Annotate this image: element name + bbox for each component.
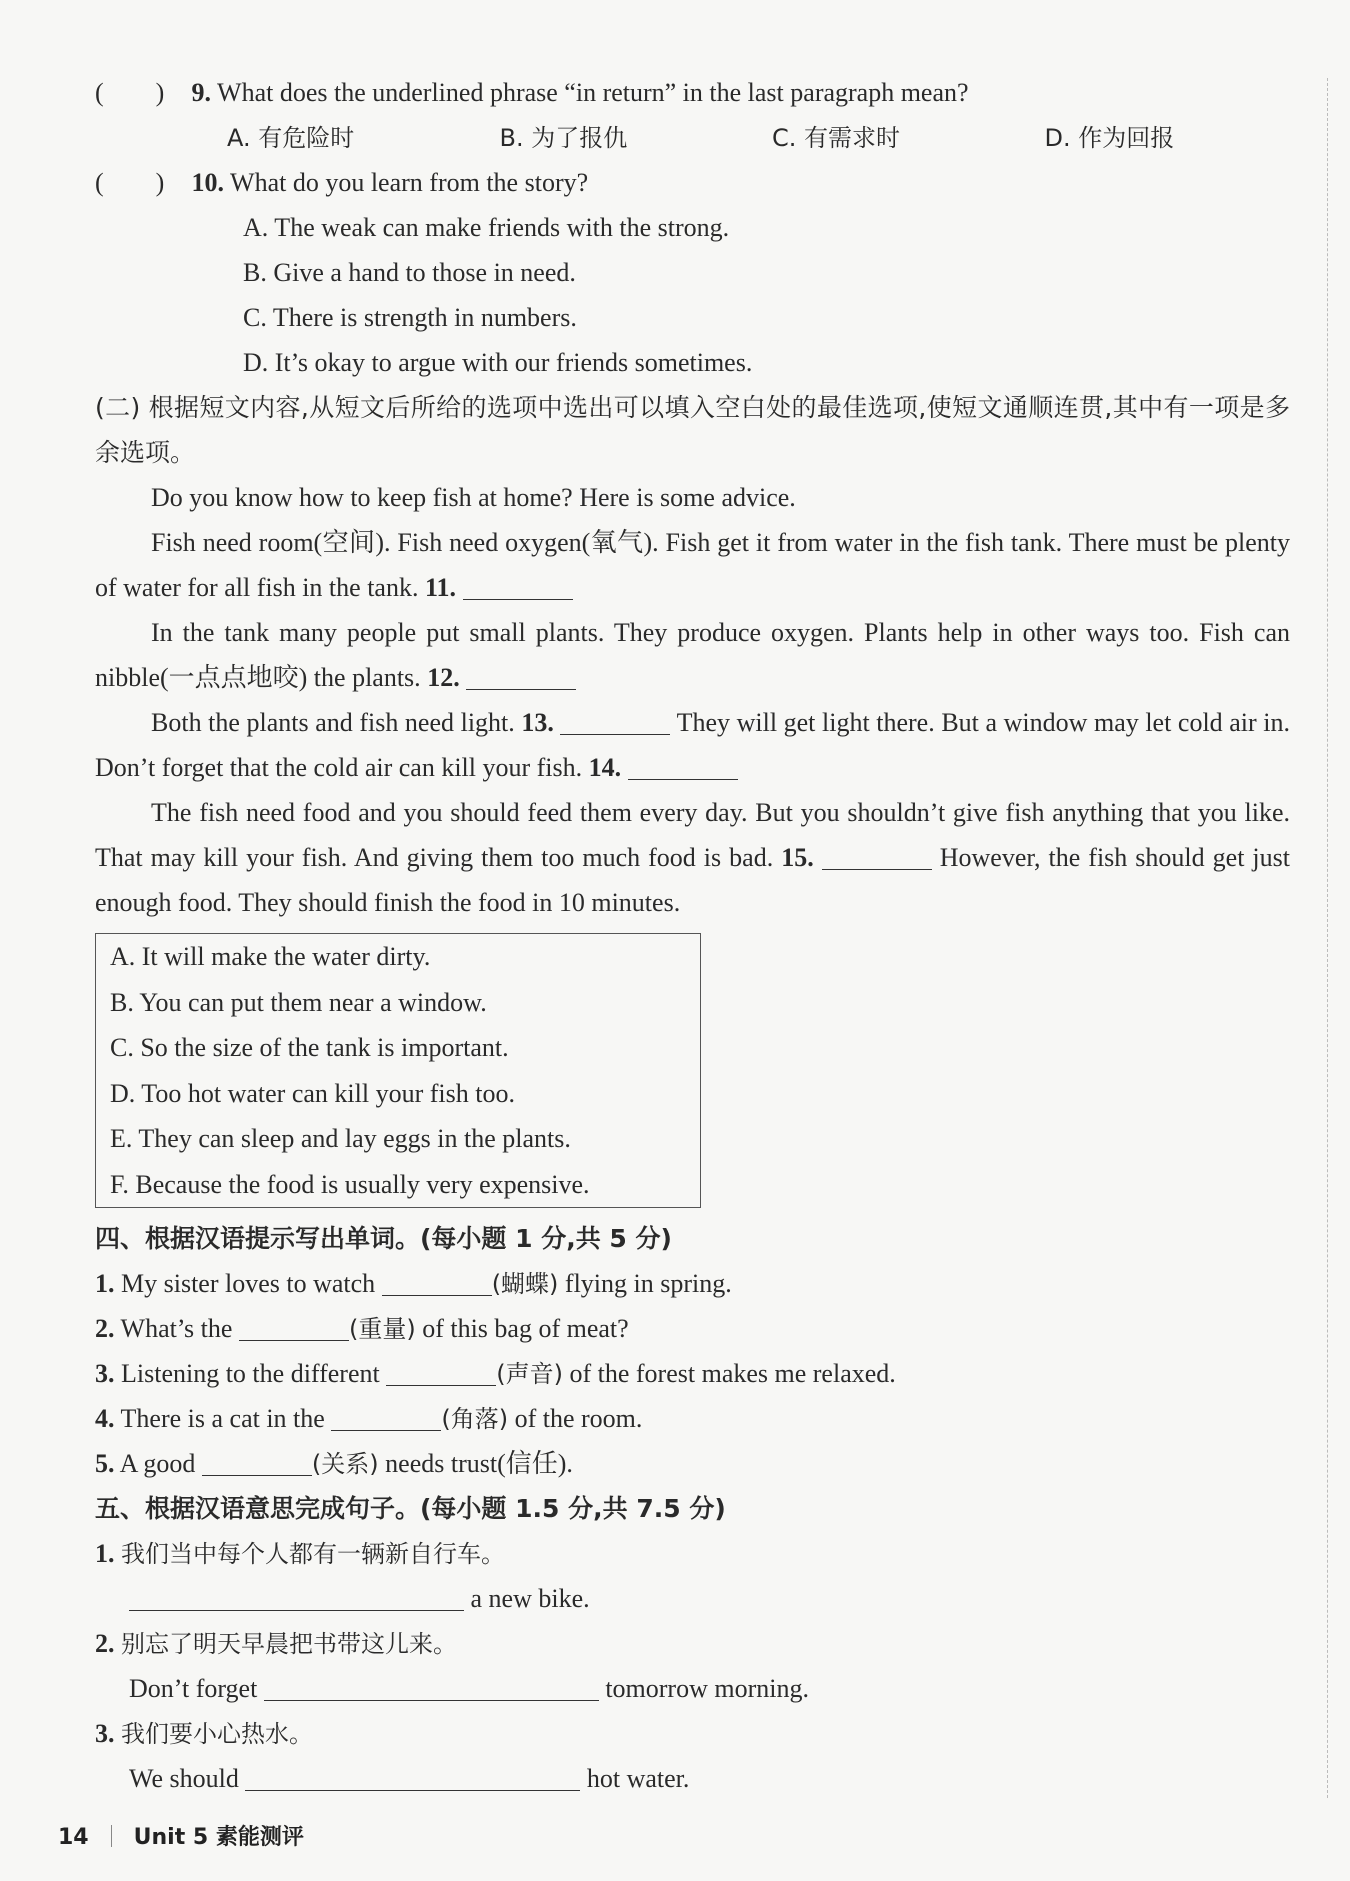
paragraph-text: In the tank many people put small plants. They produce oxygen. Plants help in other ways too. Fish can nibble(一点点地咬) the plants. [95, 618, 1290, 692]
option-a: A. The weak can make friends with the strong. [243, 213, 730, 242]
word-blank[interactable] [386, 1355, 496, 1386]
word-blank[interactable] [202, 1445, 312, 1476]
option-c: C. 有需求时 [772, 124, 901, 152]
page-number: 14 [58, 1825, 89, 1850]
chinese-hint: (角落) [441, 1405, 509, 1433]
question-text: What does the underlined phrase “in return” in the last paragraph mean? [217, 78, 969, 107]
passage-paragraph-2 [95, 520, 1290, 610]
passage-paragraph-1: Do you know how to keep fish at home? Here is some advice. [151, 483, 796, 512]
blank-number: 14. [588, 753, 622, 782]
section-5-item-2-answer [95, 1666, 1295, 1711]
item-after: flying in spring. [564, 1269, 732, 1298]
margin-rule [1327, 78, 1328, 1798]
answer-blank-13[interactable] [560, 704, 670, 735]
box-option-f: F. Because the food is usually very expensive. [110, 1169, 590, 1199]
box-option-d: D. Too hot water can kill your fish too. [110, 1078, 515, 1108]
chinese-hint: (蝴蝶) [491, 1270, 559, 1298]
chinese-hint: (声音) [496, 1360, 563, 1388]
question-number: 10. [191, 168, 224, 197]
option-c: C. There is strength in numbers. [243, 303, 577, 332]
question-number: 9. [191, 78, 211, 107]
section-5-heading: 五、根据汉语意思完成句子。(每小题 1.5 分,共 7.5 分) [95, 1494, 726, 1523]
paragraph-text: They will get light there. But a window may let cold air in. Don’t forget that the cold air can kill your fish. [95, 708, 1290, 782]
question-9-options [95, 115, 1295, 160]
item-number: 3. [95, 1359, 115, 1388]
item-after: of the forest makes me relaxed. [569, 1359, 896, 1388]
blank-number: 12. [427, 663, 460, 692]
option-b: B. Give a hand to those in need. [243, 258, 576, 287]
section-5-item-3-answer [95, 1756, 1295, 1801]
footer-divider [111, 1825, 112, 1847]
paragraph-text: Both the plants and fish need light. [151, 708, 515, 737]
section-4-heading: 四、根据汉语提示写出单词。(每小题 1 分,共 5 分) [95, 1224, 672, 1253]
item-number: 4. [95, 1404, 115, 1433]
section-4-item-5 [95, 1441, 1295, 1486]
chinese-hint: (关系) [311, 1450, 379, 1478]
item-number: 3. [95, 1719, 115, 1748]
item-number: 5. [95, 1449, 115, 1478]
chinese-sentence: 我们要小心热水。 [121, 1720, 313, 1748]
chinese-sentence: 别忘了明天早晨把书带这儿来。 [121, 1630, 457, 1658]
section-5-item-1-answer [95, 1576, 1295, 1621]
section-5-item-2-prompt [95, 1621, 1295, 1666]
section-4-item-2 [95, 1306, 1295, 1351]
option-d: D. It’s okay to argue with our friends sometimes. [243, 348, 753, 377]
item-before: Listening to the different [121, 1359, 380, 1388]
answer-blank-14[interactable] [628, 749, 738, 780]
item-before: Don’t forget [129, 1674, 258, 1703]
option-d: D. 作为回报 [1044, 124, 1175, 152]
item-before: There is a cat in the [120, 1404, 325, 1433]
paragraph-text: Fish need room(空间). Fish need oxygen(氧气). Fish get it from water in the fish tank. There must be plenty of water for all fish in the tank. [95, 528, 1290, 602]
item-before: What’s the [120, 1314, 233, 1343]
item-after: needs trust(信任). [385, 1449, 573, 1478]
item-before: My sister loves to watch [121, 1269, 376, 1298]
answer-blank-12[interactable] [466, 659, 576, 690]
box-option-e: E. They can sleep and lay eggs in the plants. [110, 1124, 571, 1153]
sentence-blank[interactable] [245, 1760, 580, 1791]
options-box [95, 933, 701, 1208]
blank-number: 11. [424, 573, 457, 602]
section-4-item-1 [95, 1261, 1295, 1306]
page-footer [58, 1818, 304, 1858]
section-4-item-4 [95, 1396, 1295, 1441]
option-b: B. 为了报仇 [499, 124, 628, 152]
answer-blank-11[interactable] [463, 569, 573, 600]
item-after: of this bag of meat? [422, 1314, 629, 1343]
paragraph-text: However, the fish should get just enough food. They should finish the food in 10 minutes. [95, 843, 1291, 917]
paragraph-text: The fish need food and you should feed them every day. But you shouldn’t give fish anything that you like. That may kill your fish. And giving them too much food is bad. [95, 798, 1290, 872]
item-after: of the room. [514, 1404, 643, 1433]
item-before: A good [119, 1449, 196, 1478]
item-after: hot water. [586, 1764, 690, 1793]
chinese-hint: (重量) [348, 1315, 416, 1343]
box-option-a: A. It will make the water dirty. [110, 942, 431, 971]
question-10 [95, 160, 1295, 205]
question-9 [95, 70, 1295, 115]
blank-number: 15. [781, 843, 814, 872]
footer-title: Unit 5 素能测评 [133, 1825, 304, 1850]
page-content [95, 70, 1295, 1801]
box-option-b: B. You can put them near a window. [110, 987, 487, 1017]
item-number: 2. [95, 1629, 115, 1658]
word-blank[interactable] [239, 1310, 349, 1341]
item-before: We should [129, 1764, 239, 1793]
answer-paren[interactable]: ( ) [95, 168, 165, 197]
box-option-c: C. So the size of the tank is important. [110, 1033, 509, 1062]
section-5-item-1-prompt [95, 1531, 1295, 1576]
section-2-instruction: (二) 根据短文内容,从短文后所给的选项中选出可以填入空白处的最佳选项,使短文通顺连贯,其中有一项是多余选项。 [95, 393, 1290, 467]
chinese-sentence: 我们当中每个人都有一辆新自行车。 [121, 1540, 505, 1568]
passage-paragraph-3 [95, 610, 1290, 700]
item-after: a new bike. [470, 1584, 590, 1613]
answer-paren[interactable]: ( ) [95, 78, 165, 107]
section-5-item-3-prompt [95, 1711, 1295, 1756]
question-text: What do you learn from the story? [230, 168, 589, 197]
passage-paragraph-4 [95, 700, 1290, 790]
option-a: A. 有危险时 [227, 124, 355, 152]
sentence-blank[interactable] [129, 1580, 464, 1611]
sentence-blank[interactable] [264, 1670, 599, 1701]
word-blank[interactable] [331, 1400, 441, 1431]
word-blank[interactable] [382, 1265, 492, 1296]
item-number: 2. [95, 1314, 115, 1343]
blank-number: 13. [521, 708, 554, 737]
passage-paragraph-5 [95, 790, 1290, 925]
section-4-item-3 [95, 1351, 1295, 1396]
item-after: tomorrow morning. [605, 1674, 809, 1703]
item-number: 1. [95, 1539, 115, 1568]
item-number: 1. [95, 1269, 115, 1298]
answer-blank-15[interactable] [822, 839, 932, 870]
